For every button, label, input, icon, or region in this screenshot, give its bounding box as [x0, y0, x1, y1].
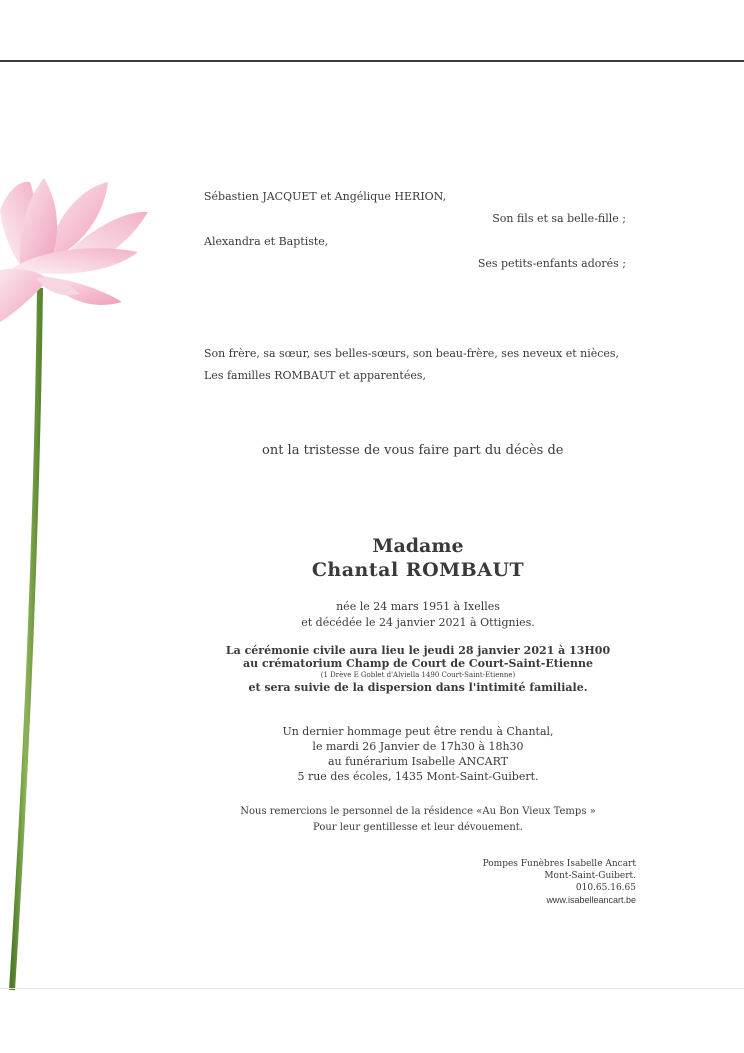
funeral-home-website: www.isabelleancart.be [546, 895, 636, 905]
ceremony-line-2: au crématorium Champ de Court de Court-Saint-Etienne [242, 657, 593, 670]
family-role-son: Son fils et sa belle-fille ; [492, 212, 626, 225]
deceased-name: Chantal ROMBAUT [311, 559, 525, 581]
homage-line-3: au funérarium Isabelle ANCART [328, 755, 508, 768]
ceremony-line-1: La cérémonie civile aura lieu le jeudi 28 janvier 2021 à 13H00 [225, 644, 611, 657]
death-line: et décédée le 24 janvier 2021 à Ottignies. [301, 616, 535, 629]
family-line-son: Sébastien JACQUET et Angélique HERION, [204, 190, 447, 203]
homage-line-1: Un dernier hommage peut être rendu à Chantal, [282, 725, 554, 738]
top-rule [0, 60, 744, 62]
family-line-families: Les familles ROMBAUT et apparentées, [204, 369, 426, 382]
funeral-home-name: Pompes Funèbres Isabelle Ancart [482, 859, 636, 869]
family-line-grandchildren: Alexandra et Baptiste, [204, 235, 329, 248]
ceremony-address: (1 Drève E Goblet d'Alviella 1490 Court-Saint-Etienne) [320, 671, 516, 679]
ceremony-line-3: et sera suivie de la dispersion dans l'intimité familiale. [248, 681, 588, 694]
family-line-siblings: Son frère, sa sœur, ses belles-sœurs, son beau-frère, ses neveux et nièces, [204, 347, 620, 360]
family-role-grandchildren: Ses petits-enfants adorés ; [477, 257, 626, 270]
thanks-line-2: Pour leur gentillesse et leur dévouement. [313, 822, 523, 833]
announcement-text: ont la tristesse de vous faire part du décès de [262, 443, 564, 458]
thanks-line-1: Nous remercions le personnel de la résidence «Au Bon Vieux Temps » [240, 806, 596, 817]
funeral-home-phone: 010.65.16.65 [575, 883, 636, 893]
bottom-rule [0, 988, 744, 989]
homage-line-2: le mardi 26 Janvier de 17h30 à 18h30 [312, 740, 524, 753]
lotus-flower-illustration [0, 170, 160, 1000]
homage-line-4: 5 rue des écoles, 1435 Mont-Saint-Guibert. [297, 770, 539, 783]
birth-line: née le 24 mars 1951 à Ixelles [336, 600, 500, 613]
funeral-home-city: Mont-Saint-Guibert. [544, 871, 636, 881]
deceased-title: Madame [372, 535, 464, 557]
